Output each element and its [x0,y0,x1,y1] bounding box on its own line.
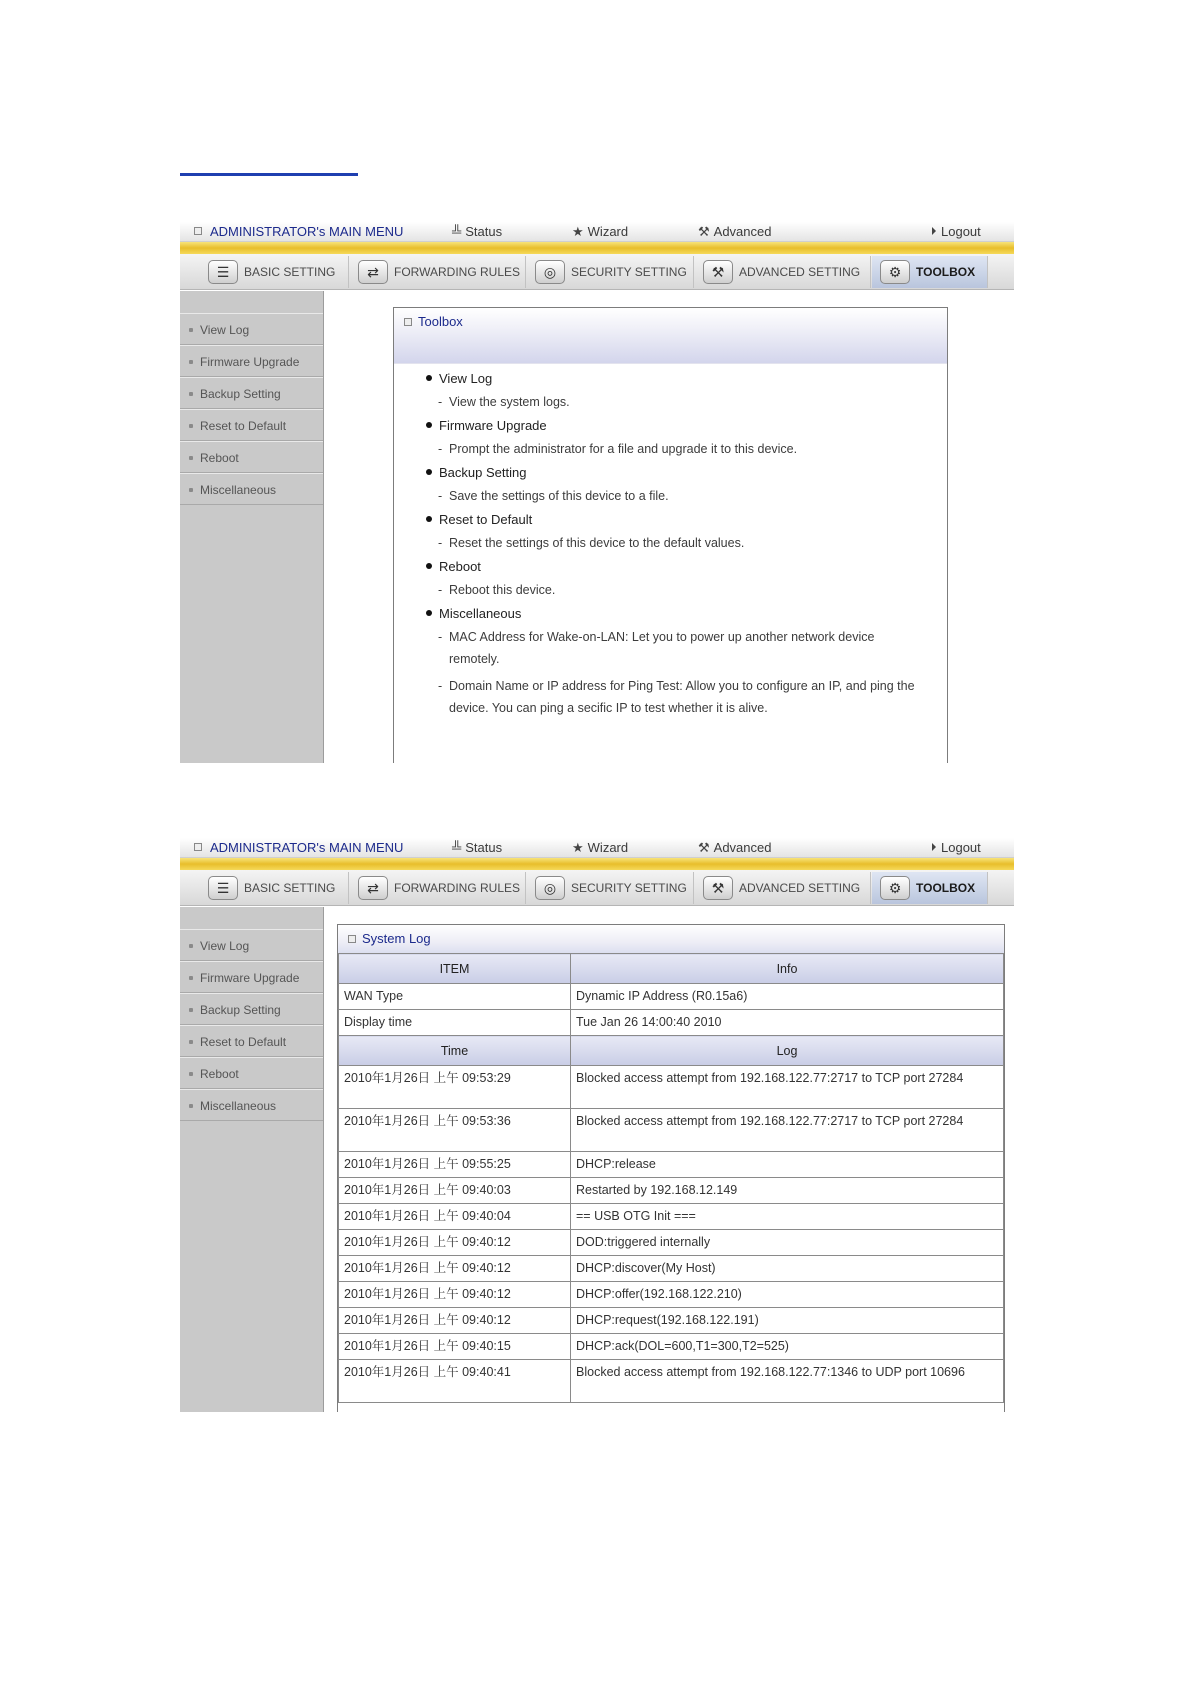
arrow-right-icon [932,843,936,851]
tab-toolbox[interactable]: ⚙ TOOLBOX [872,256,988,288]
sidebar-item-miscellaneous[interactable]: Miscellaneous [180,473,323,505]
log-message-cell: DHCP:offer(192.168.122.210) [571,1282,1004,1308]
system-log-table [338,953,1004,1403]
top-menu-bar [180,838,1014,858]
tab-basic-setting[interactable]: ☰ BASIC SETTING [200,256,349,288]
sidebar-item-backup-setting[interactable]: Backup Setting [180,377,323,409]
column-header-info: Info [571,954,1004,984]
logout-link[interactable]: Logout [932,841,981,855]
list-item [424,413,927,460]
table-row [339,1204,1004,1230]
forward-arrows-icon: ⇄ [358,260,388,284]
feature-description: - View the system logs. [424,391,927,413]
tab-advanced-setting[interactable]: ⚒ ADVANCED SETTING [695,872,871,904]
arrow-right-icon [932,227,936,235]
table-row [339,1256,1004,1282]
list-item [424,507,927,554]
log-message-cell: Blocked access attempt from 192.168.122.77:2717 to TCP port 27284 [571,1109,1004,1152]
toolbox-feature-list [424,366,927,719]
panel-title: System Log [348,931,431,946]
square-bullet-icon [348,935,356,943]
sidebar-item-reset-to-default[interactable]: Reset to Default [180,409,323,441]
logout-link[interactable]: Logout [932,225,981,239]
log-time-cell: 2010年1月26日 上午 09:40:12 [339,1230,571,1256]
square-bullet-icon [404,318,412,326]
info-label-cell: WAN Type [339,984,571,1010]
feature-name: Reset to Default [424,507,927,532]
list-item [424,366,927,413]
sidebar-item-firmware-upgrade[interactable]: Firmware Upgrade [180,961,323,993]
sidebar-item-view-log[interactable]: View Log [180,929,323,961]
advanced-icon: ⚒ [698,224,710,239]
table-row [339,1010,1004,1036]
sidebar [180,291,324,763]
yellow-band [180,858,1014,870]
log-message-cell: DHCP:discover(My Host) [571,1256,1004,1282]
wizard-link[interactable]: ★ Wizard [572,840,629,855]
log-time-cell: 2010年1月26日 上午 09:53:36 [339,1109,571,1152]
log-message-cell: Blocked access attempt from 192.168.122.77:2717 to TCP port 27284 [571,1066,1004,1109]
feature-description: - MAC Address for Wake-on-LAN: Let you to power up another network device remotely. [424,626,927,670]
top-rule-line [180,173,358,176]
list-item [424,601,927,719]
info-label-cell: Display time [339,1010,571,1036]
feature-description: - Save the settings of this device to a file. [424,485,927,507]
feature-name: View Log [424,366,927,391]
tab-basic-setting[interactable]: ☰ BASIC SETTING [200,872,349,904]
status-icon: ╩ [452,840,462,855]
gear-toolbox-icon: ⚙ [880,876,910,900]
log-message-cell: == USB OTG Init === [571,1204,1004,1230]
top-menu-bar [180,222,1014,242]
sidebar-item-reboot[interactable]: Reboot [180,441,323,473]
table-row [339,1230,1004,1256]
status-link[interactable]: ╩ Status [452,840,503,855]
status-icon: ╩ [452,224,462,239]
column-header-item: ITEM [339,954,571,984]
main-tab-bar [180,870,1014,906]
log-time-cell: 2010年1月26日 上午 09:40:41 [339,1360,571,1403]
list-item [424,554,927,601]
tab-security-setting[interactable]: ◎ SECURITY SETTING [527,256,694,288]
wizard-icon: ★ [572,840,584,855]
main-tab-bar [180,254,1014,290]
feature-description: - Reset the settings of this device to the default values. [424,532,927,554]
advanced-link[interactable]: ⚒ Advanced [698,224,772,239]
log-time-cell: 2010年1月26日 上午 09:40:12 [339,1308,571,1334]
toolbox-screenshot [180,222,1014,763]
tab-forwarding-rules[interactable]: ⇄ FORWARDING RULES [350,872,526,904]
sidebar-item-reset-to-default[interactable]: Reset to Default [180,1025,323,1057]
log-time-cell: 2010年1月26日 上午 09:40:15 [339,1334,571,1360]
book-icon: ☰ [208,876,238,900]
system-log-panel [337,924,1005,1412]
sidebar-item-miscellaneous[interactable]: Miscellaneous [180,1089,323,1121]
log-message-cell: Restarted by 192.168.12.149 [571,1178,1004,1204]
table-header-row [339,1036,1004,1066]
log-time-cell: 2010年1月26日 上午 09:40:12 [339,1282,571,1308]
square-bullet-icon [194,843,202,851]
forward-arrows-icon: ⇄ [358,876,388,900]
tab-security-setting[interactable]: ◎ SECURITY SETTING [527,872,694,904]
feature-description: - Prompt the administrator for a file and upgrade it to this device. [424,438,927,460]
info-value-cell: Dynamic IP Address (R0.15a6) [571,984,1004,1010]
wizard-icon: ★ [572,224,584,239]
feature-description: - Domain Name or IP address for Ping Test: Allow you to configure an IP, and ping the device. You can ping a secific IP to test whether it is alive. [424,675,927,719]
table-header-row [339,954,1004,984]
column-header-log: Log [571,1036,1004,1066]
tab-forwarding-rules[interactable]: ⇄ FORWARDING RULES [350,256,526,288]
advanced-link[interactable]: ⚒ Advanced [698,840,772,855]
feature-name: Backup Setting [424,460,927,485]
log-message-cell: Blocked access attempt from 192.168.122.77:1346 to UDP port 10696 [571,1360,1004,1403]
status-link[interactable]: ╩ Status [452,224,503,239]
list-item [424,460,927,507]
log-time-cell: 2010年1月26日 上午 09:40:04 [339,1204,571,1230]
table-row [339,1334,1004,1360]
tab-advanced-setting[interactable]: ⚒ ADVANCED SETTING [695,256,871,288]
toolbox-panel-header [394,308,947,364]
wrench-book-icon: ⚒ [703,876,733,900]
log-time-cell: 2010年1月26日 上午 09:53:29 [339,1066,571,1109]
log-message-cell: DOD:triggered internally [571,1230,1004,1256]
feature-description: - Reboot this device. [424,579,927,601]
table-row [339,1282,1004,1308]
info-value-cell: Tue Jan 26 14:00:40 2010 [571,1010,1004,1036]
panel-title: Toolbox [404,314,463,329]
sidebar [180,907,324,1412]
admin-main-menu-link[interactable]: ADMINISTRATOR's MAIN MENU [194,225,403,239]
table-row [339,984,1004,1010]
log-message-cell: DHCP:request(192.168.122.191) [571,1308,1004,1334]
table-row [339,1308,1004,1334]
log-time-cell: 2010年1月26日 上午 09:40:12 [339,1256,571,1282]
feature-name: Reboot [424,554,927,579]
square-bullet-icon [194,227,202,235]
log-time-cell: 2010年1月26日 上午 09:40:03 [339,1178,571,1204]
feature-name: Miscellaneous [424,601,927,626]
yellow-band [180,242,1014,254]
log-message-cell: DHCP:ack(DOL=600,T1=300,T2=525) [571,1334,1004,1360]
table-row [339,1178,1004,1204]
log-time-cell: 2010年1月26日 上午 09:55:25 [339,1152,571,1178]
column-header-time: Time [339,1036,571,1066]
table-row [339,1360,1004,1403]
system-log-screenshot [180,838,1014,1412]
wrench-book-icon: ⚒ [703,260,733,284]
table-row [339,1109,1004,1152]
wizard-link[interactable]: ★ Wizard [572,224,629,239]
table-row [339,1066,1004,1109]
sidebar-item-backup-setting[interactable]: Backup Setting [180,993,323,1025]
sidebar-item-view-log[interactable]: View Log [180,313,323,345]
table-row [339,1152,1004,1178]
log-message-cell: DHCP:release [571,1152,1004,1178]
book-icon: ☰ [208,260,238,284]
advanced-icon: ⚒ [698,840,710,855]
admin-main-menu-link[interactable]: ADMINISTRATOR's MAIN MENU [194,841,403,855]
sidebar-item-firmware-upgrade[interactable]: Firmware Upgrade [180,345,323,377]
system-log-panel-header [338,925,1004,953]
feature-name: Firmware Upgrade [424,413,927,438]
gear-toolbox-icon: ⚙ [880,260,910,284]
lock-disc-icon: ◎ [535,260,565,284]
lock-disc-icon: ◎ [535,876,565,900]
tab-toolbox[interactable]: ⚙ TOOLBOX [872,872,988,904]
toolbox-panel [393,307,948,763]
sidebar-item-reboot[interactable]: Reboot [180,1057,323,1089]
